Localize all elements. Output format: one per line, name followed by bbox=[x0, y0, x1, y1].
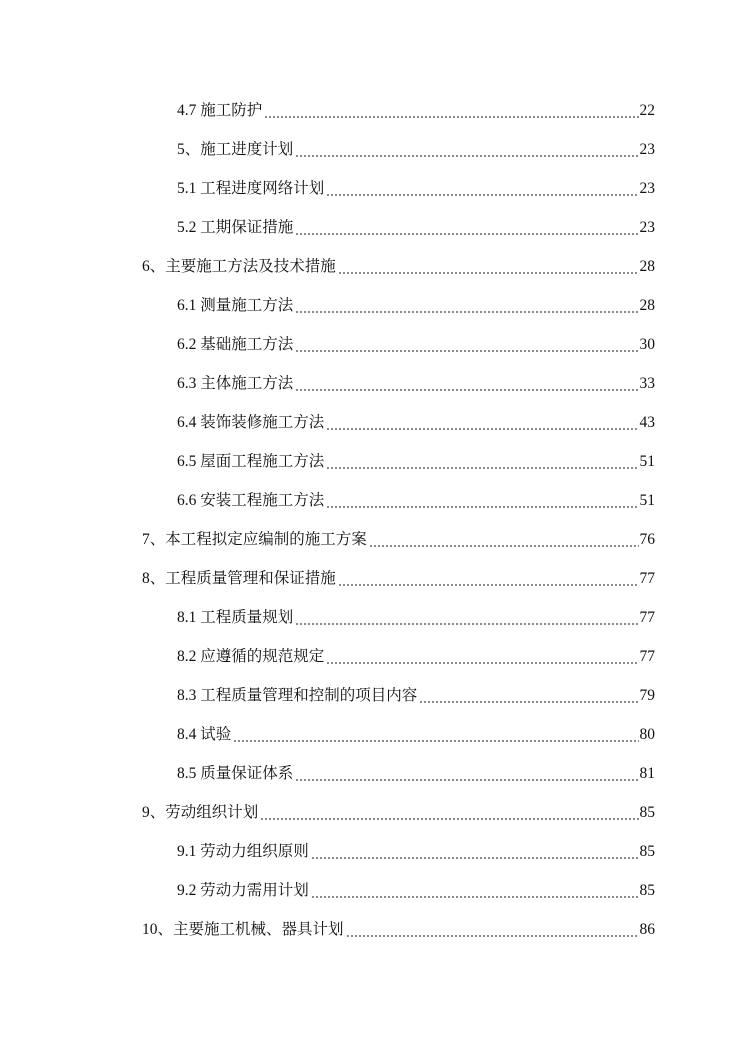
toc-entry-title: 9、劳动组织计划 bbox=[142, 803, 259, 821]
dot-leader bbox=[311, 896, 639, 898]
toc-entry bbox=[0, 130, 744, 169]
toc-entry-page: 33 bbox=[639, 374, 655, 392]
toc-entry bbox=[0, 520, 744, 559]
toc-entry-title: 6.5 屋面工程施工方法 bbox=[177, 452, 325, 470]
toc-entry-page: 23 bbox=[639, 218, 655, 236]
toc-entry bbox=[0, 481, 744, 520]
dot-leader bbox=[369, 545, 639, 547]
dot-leader bbox=[295, 389, 638, 391]
toc-entry bbox=[0, 832, 744, 871]
dot-leader bbox=[338, 272, 639, 274]
toc-entry-page: 85 bbox=[639, 881, 655, 899]
dot-leader bbox=[295, 779, 638, 781]
toc-entry-title: 6.6 安装工程施工方法 bbox=[177, 491, 325, 509]
toc-entry-title: 6.3 主体施工方法 bbox=[177, 374, 294, 392]
toc-entry-title: 10、主要施工机械、器具计划 bbox=[142, 920, 344, 938]
toc-entry bbox=[0, 598, 744, 637]
toc-entry bbox=[0, 871, 744, 910]
toc-entry bbox=[0, 208, 744, 247]
toc-entry-page: 81 bbox=[639, 764, 655, 782]
toc-entry bbox=[0, 793, 744, 832]
dot-leader bbox=[295, 233, 638, 235]
toc-entry-page: 77 bbox=[639, 569, 655, 587]
dot-leader bbox=[419, 701, 638, 703]
toc-entry-title: 8.5 质量保证体系 bbox=[177, 764, 294, 782]
toc-entry-page: 23 bbox=[639, 179, 655, 197]
toc-entry-title: 9.2 劳动力需用计划 bbox=[177, 881, 309, 899]
toc-entry bbox=[0, 325, 744, 364]
dot-leader bbox=[295, 623, 638, 625]
toc-entry-page: 85 bbox=[639, 803, 655, 821]
toc-entry bbox=[0, 442, 744, 481]
toc-entry bbox=[0, 559, 744, 598]
toc-entry-title: 8、工程质量管理和保证措施 bbox=[142, 569, 336, 587]
dot-leader bbox=[295, 311, 638, 313]
toc-entry-title: 4.7 施工防护 bbox=[177, 101, 263, 119]
toc-entry-title: 6、主要施工方法及技术措施 bbox=[142, 257, 336, 275]
toc-entry-page: 22 bbox=[639, 101, 655, 119]
toc-entry-title: 8.4 试验 bbox=[177, 725, 232, 743]
toc-entry bbox=[0, 676, 744, 715]
dot-leader bbox=[326, 467, 638, 469]
toc-entry bbox=[0, 169, 744, 208]
dot-leader bbox=[326, 428, 638, 430]
toc-entry-page: 86 bbox=[639, 920, 655, 938]
toc-entry-title: 7、本工程拟定应编制的施工方案 bbox=[142, 530, 367, 548]
toc-entry bbox=[0, 637, 744, 676]
toc-entry bbox=[0, 91, 744, 130]
toc-entry-page: 51 bbox=[639, 491, 655, 509]
dot-leader bbox=[233, 740, 638, 742]
toc-entry bbox=[0, 910, 744, 949]
toc-entry-page: 80 bbox=[639, 725, 655, 743]
toc-entry-title: 8.2 应遵循的规范规定 bbox=[177, 647, 325, 665]
toc-entry-page: 85 bbox=[639, 842, 655, 860]
toc-entry-title: 5.1 工程进度网络计划 bbox=[177, 179, 325, 197]
toc-entry-page: 77 bbox=[639, 608, 655, 626]
dot-leader bbox=[326, 194, 638, 196]
toc-entry-title: 8.1 工程质量规划 bbox=[177, 608, 294, 626]
dot-leader bbox=[295, 155, 638, 157]
toc-entry-page: 23 bbox=[639, 140, 655, 158]
toc-entry-title: 6.2 基础施工方法 bbox=[177, 335, 294, 353]
toc-entry bbox=[0, 403, 744, 442]
toc-entry-title: 6.4 装饰装修施工方法 bbox=[177, 413, 325, 431]
dot-leader bbox=[260, 818, 638, 820]
toc-entry bbox=[0, 286, 744, 325]
toc-entry-title: 6.1 测量施工方法 bbox=[177, 296, 294, 314]
dot-leader bbox=[338, 584, 639, 586]
toc-entry-title: 5、施工进度计划 bbox=[177, 140, 294, 158]
dot-leader bbox=[326, 506, 638, 508]
toc-entry-page: 76 bbox=[639, 530, 655, 548]
dot-leader bbox=[326, 662, 638, 664]
toc-entry-page: 77 bbox=[639, 647, 655, 665]
toc-entry-page: 43 bbox=[639, 413, 655, 431]
toc-entry-title: 5.2 工期保证措施 bbox=[177, 218, 294, 236]
dot-leader bbox=[295, 350, 638, 352]
toc-entry bbox=[0, 715, 744, 754]
toc-entry-page: 79 bbox=[639, 686, 655, 704]
toc-entry-page: 28 bbox=[639, 296, 655, 314]
toc-entry bbox=[0, 364, 744, 403]
toc-entry-page: 30 bbox=[639, 335, 655, 353]
toc-entry-page: 51 bbox=[639, 452, 655, 470]
table-of-contents bbox=[0, 91, 744, 949]
toc-entry bbox=[0, 754, 744, 793]
toc-entry-page: 28 bbox=[639, 257, 655, 275]
dot-leader bbox=[264, 116, 638, 118]
toc-entry-title: 9.1 劳动力组织原则 bbox=[177, 842, 309, 860]
dot-leader bbox=[311, 857, 639, 859]
toc-entry-title: 8.3 工程质量管理和控制的项目内容 bbox=[177, 686, 418, 704]
dot-leader bbox=[346, 935, 639, 937]
toc-entry bbox=[0, 247, 744, 286]
